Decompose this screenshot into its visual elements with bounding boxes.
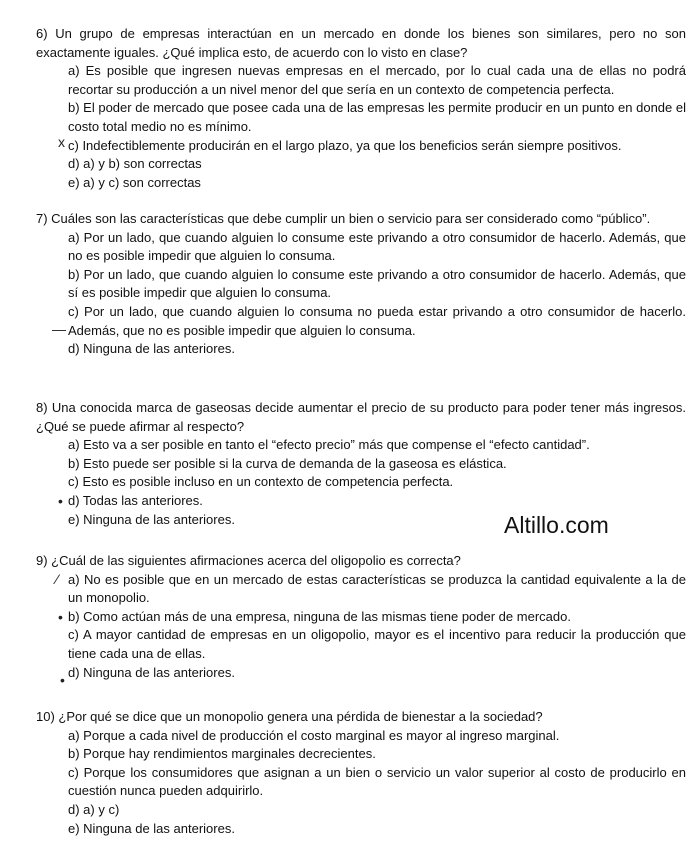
question-6-option-d: d) a) y b) son correctas bbox=[68, 156, 202, 172]
question-6-option-c: c) Indefectiblemente producirán en el largo plazo, ya que los beneficios serán siempre positivos. bbox=[68, 137, 622, 153]
question-8-option-a: a) Esto va a ser posible en tanto el “efecto precio” más que compense el “efecto cantidad”. bbox=[68, 437, 590, 453]
question-9-option-a: a) No es posible que en un mercado de estas características se produzca la cantidad equivalente a la de un monopolio. bbox=[68, 571, 686, 606]
handwritten-dot-mark: • bbox=[58, 493, 63, 509]
question-8 bbox=[0, 399, 700, 529]
question-7-stem: 7) Cuáles son las características que debe cumplir un bien o servicio para ser considerado como “público”. bbox=[36, 211, 651, 226]
handwritten-x-mark: x bbox=[58, 134, 65, 150]
question-9-option-d: d) Ninguna de las anteriores. bbox=[68, 664, 235, 680]
question-10-option-b: b) Porque hay rendimientos marginales decrecientes. bbox=[68, 746, 376, 762]
handwritten-dot-mark: • bbox=[58, 609, 63, 625]
question-7-option-a: a) Por un lado, que cuando alguien lo consume este privando a otro consumidor de hacerlo. Además, que no es posible impedir que alguien lo consuma. bbox=[68, 229, 686, 264]
question-9-stem: 9) ¿Cuál de las siguientes afirmaciones acerca del oligopolio es correcta? bbox=[36, 553, 461, 568]
question-6-option-a: a) Es posible que ingresen nuevas empresas en el mercado, por lo cual cada una de ellas no podrá recortar su producción a un nivel menor del que sería en un contexto de competencia perfecta. bbox=[68, 63, 686, 97]
question-9 bbox=[0, 552, 700, 682]
handwritten-dash-mark: — bbox=[52, 321, 66, 337]
question-8-option-e: e) Ninguna de las anteriores. bbox=[68, 511, 235, 527]
handwritten-dot-mark: • bbox=[60, 672, 65, 688]
question-6-stem: 6) Un grupo de empresas interactúan en un mercado en donde los bienes son similares, pero no son exactamente iguales. ¿Qué implica esto, de acuerdo con lo visto en clase? bbox=[36, 26, 686, 60]
question-9-option-c: c) A mayor cantidad de empresas en un oligopolio, mayor es el incentivo para reducir la producción que tiene cada una de ellas. bbox=[68, 627, 686, 661]
question-10-option-d: d) a) y c) bbox=[68, 801, 120, 817]
question-8-stem: 8) Una conocida marca de gaseosas decide aumentar el precio de su producto para poder tener más ingresos. ¿Qué se puede afirmar al respecto? bbox=[36, 400, 686, 434]
question-8-option-d: d) Todas las anteriores. bbox=[68, 492, 203, 508]
question-10-option-e: e) Ninguna de las anteriores. bbox=[68, 820, 235, 836]
question-7 bbox=[0, 210, 700, 359]
question-6-option-e: e) a) y c) son correctas bbox=[68, 174, 201, 190]
question-8-option-c: c) Esto es posible incluso en un contexto de competencia perfecta. bbox=[68, 474, 454, 490]
question-10-stem: 10) ¿Por qué se dice que un monopolio genera una pérdida de bienestar a la sociedad? bbox=[36, 709, 543, 724]
question-10-option-c: c) Porque los consumidores que asignan a un bien o servicio un valor superior al costo de producirlo en cuestión nunca pueden adquirirlo. bbox=[68, 764, 686, 799]
watermark-logo: Altillo.com bbox=[504, 512, 609, 538]
question-6 bbox=[0, 25, 700, 192]
question-6-option-b: b) El poder de mercado que posee cada una de las empresas les permite producir en un punto en donde el costo total medio no es mínimo. bbox=[68, 100, 686, 134]
question-7-option-d: d) Ninguna de las anteriores. bbox=[68, 341, 235, 357]
question-10 bbox=[0, 708, 700, 838]
question-7-option-c: c) Por un lado, que cuando alguien lo consuma no pueda estar privando a otro consumidor de hacerlo. Además, que no es posible impedir que alguien lo consuma. bbox=[68, 303, 686, 338]
question-9-option-b: b) Como actúan más de una empresa, ninguna de las mismas tiene poder de mercado. bbox=[68, 608, 571, 624]
question-10-option-a: a) Porque a cada nivel de producción el costo marginal es mayor al ingreso marginal. bbox=[68, 727, 560, 743]
handwritten-slash-mark: ⁄ bbox=[56, 571, 59, 587]
question-7-option-b: b) Por un lado, que cuando alguien lo consume este privando a otro consumidor de hacerlo. Además, que sí es posible impedir que alguien lo consuma. bbox=[68, 266, 686, 301]
question-8-option-b: b) Esto puede ser posible si la curva de demanda de la gaseosa es elástica. bbox=[68, 455, 507, 471]
